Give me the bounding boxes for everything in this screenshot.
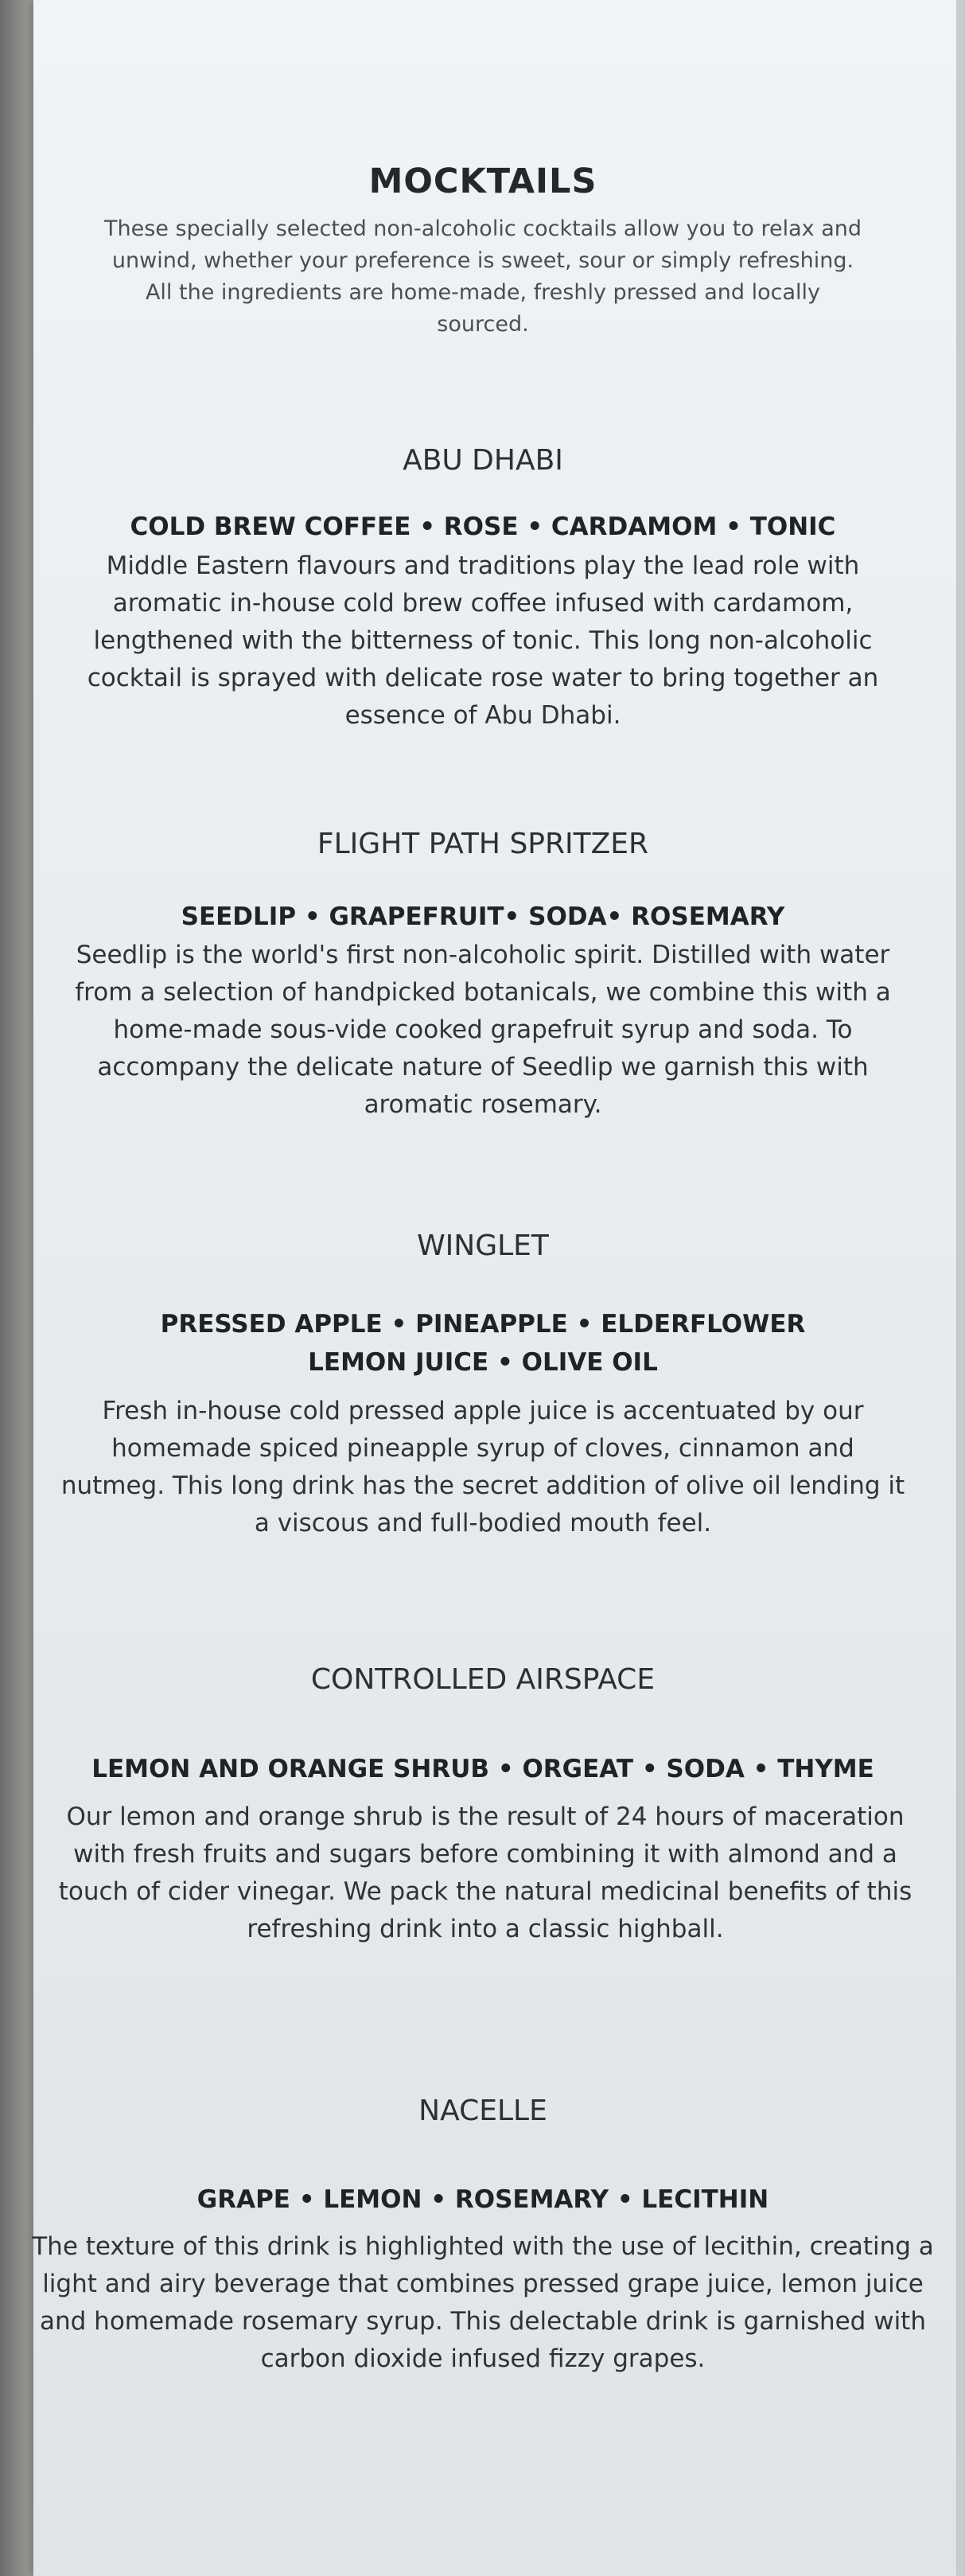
description-controlled-airspace: Our lemon and orange shrub is the result of 24 hours of maceration with fresh fruits and sugars before combining it with almond and a touch of cider vinegar. We pack the natural medicinal benefits of this refreshing drink into a classic highball.	[58, 1802, 912, 1943]
ingredients-flight-path-spritzer	[33, 898, 932, 936]
ingredients-controlled-airspace	[33, 1750, 932, 1788]
description-winglet: Fresh in-house cold pressed apple juice is accentuated by our homemade spiced pineapple syrup of cloves, cinnamon and nutmeg. This long drink has the secret addition of olive oil lending it a viscous and full-bodied mouth feel.	[60, 1397, 905, 1537]
ingredients-abu-dhabi	[33, 508, 932, 546]
description-abu-dhabi: Middle Eastern flavours and traditions play the lead role with aromatic in-house cold brew coffee infused with cardamom, lengthened with the bitterness of tonic. This long non-alcoholic cocktail is sprayed with delicate rose water to bring together an essence of Abu Dhabi.	[87, 551, 879, 730]
ingredients-winglet	[33, 1305, 932, 1382]
ingredients-line-1: PRESSED APPLE • PINEAPPLE • ELDERFLOWER	[160, 1310, 806, 1339]
ingredients-line: GRAPE • LEMON • ROSEMARY • LECITHIN	[197, 2185, 769, 2214]
description-flight-path-spritzer: Seedlip is the world's first non-alcoholic spirit. Distilled with water from a selection of handpicked botanicals, we combine this with a home-made sous-vide cooked grapefruit syrup and soda. To accompany the delicate nature of Seedlip we garnish this with aromatic rosemary.	[75, 941, 891, 1119]
description-nacelle: The texture of this drink is highlighted with the use of lecithin, creating a light and airy beverage that combines pressed grape juice, lemon juice and homemade rosemary syrup. This delectable drink is garnished with carbon dioxide infused fizzy grapes.	[32, 2232, 934, 2373]
page-title: MOCKTAILS	[368, 162, 597, 201]
menu-card	[33, 0, 956, 2576]
cocktail-name-controlled-airspace: CONTROLLED AIRSPACE	[310, 1663, 656, 1696]
ingredients-line-2: LEMON JUICE • OLIVE OIL	[308, 1348, 658, 1377]
ingredients-line: LEMON AND ORANGE SHRUB • ORGEAT • SODA • THYME	[91, 1755, 874, 1783]
ingredients-line: SEEDLIP • GRAPEFRUIT• SODA• ROSEMARY	[181, 902, 785, 931]
cocktail-name-winglet: WINGLET	[417, 1230, 549, 1262]
ingredients-line: COLD BREW COFFEE • ROSE • CARDAMOM • TONIC	[130, 512, 836, 541]
ingredients-nacelle	[33, 2180, 932, 2219]
cocktail-name-flight-path-spritzer: FLIGHT PATH SPRITZER	[317, 828, 649, 860]
intro-text: These specially selected non-alcoholic cocktails allow you to relax and unwind, whether your preference is sweet, sour or simply refreshing. All the ingredients are home-made, freshly pressed and locally sourced.	[103, 216, 862, 337]
cocktail-name-abu-dhabi: ABU DHABI	[403, 444, 563, 477]
cocktail-name-nacelle: NACELLE	[418, 2095, 547, 2127]
